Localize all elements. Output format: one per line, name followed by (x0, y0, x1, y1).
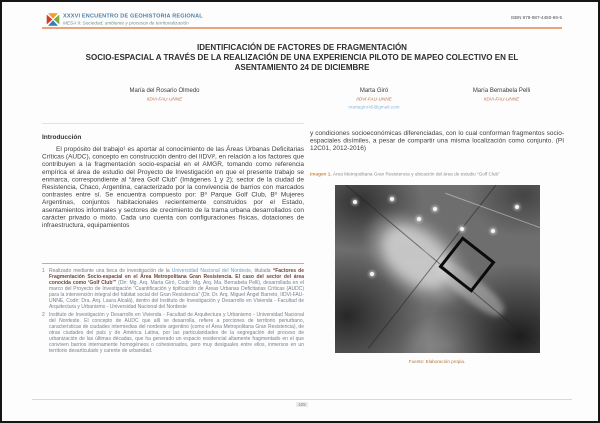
figure-caption-label: Imagen 1. (310, 171, 332, 177)
footnote-text (49, 268, 304, 310)
figure-caption (310, 171, 564, 179)
author-block-3 (439, 88, 564, 102)
figure-caption-text: Área Metropolitana Gran Resistencia y ubicación del área de estudio “Golf Club” (331, 171, 500, 177)
footnotes-list (42, 268, 304, 354)
satellite-image (335, 185, 540, 353)
footnote-segment: Instituto de Investigación y Desarrollo en Vivienda - Facultad de Arquitectura y Urbanismo - Universidad Nacional del Nordeste. El concepto de AUDC que allí se desarrolla, refiere a porciones de territorio periurbano, características de ciudades intermedias del nordeste argentino (como el Área Metropolitana Gran Resistencia), de otras ciudades del país y de América Latina, por las particularidades de la segregación del proceso de urbanización de las últimas décadas, que ha generado un espacio residencial altamente fragmentado en el que conviven barrios internamente homogéneos o cohesionados, pero muy desiguales entre ellos, inmersos en un territorio desarticulado y carente de urbanidad. (49, 312, 304, 354)
footer-rule (32, 399, 572, 400)
left-column-rule (42, 123, 304, 124)
author-name: María Bernabela Pelli (472, 88, 531, 94)
map-marker-dot (417, 217, 421, 221)
author-name: Marta Giró (359, 88, 389, 94)
footnote (42, 312, 304, 354)
header-accent-rule (42, 27, 562, 29)
author-affiliation: IIDVi-FAU-UNNE (146, 96, 183, 102)
author-block-2 (289, 88, 459, 110)
article-title (42, 43, 562, 74)
author-email-link[interactable]: martagiro45@gmail.com (348, 104, 400, 110)
right-column-paragraph: y condiciones socioeconómicas diferenciadas, con lo cual conforman fragmentos socio-espaciales disímiles, a pesar de compartir una misma localización como conjunto. (PI 12C01, 2012-2016) (310, 129, 564, 152)
footnote-separator-rule (42, 263, 304, 264)
intro-paragraph: El propósito del trabajo¹ es aportar al conocimiento de las Áreas Urbanas Deficitarias Críticas (AUDC), concepto en construcción dentro del IIDVi², en relación a los factores que contribuyen a la fragmentación socio-espacial en el AMGR, tomando como referencia empírica el área de estudio del Proyecto de Investigación en que el presente trabajo se enmarca, correspondiente al “área Golf Club” (Imágenes 1 y 2); sector de la ciudad de Resistencia, Chaco, Argentina, caracterizado por la convivencia de barrios con marcados contrastes entre sí. Se encuentra compuesto por: Bº Parque Golf Club, Bº Mujeres Argentinas, conjuntos habitacionales recientemente construidos por el Estado, asentamientos informales y sectores de crecimiento de la trama urbana desarrollados con carácter privado o mixto. Cada uno cuenta con configuraciones físicas, dotaciones de infraestructura, equipamientos (42, 145, 304, 229)
header-event-subtitle: MESA 9: Sociedad, ambiente y procesos de territorialización (63, 20, 189, 26)
footnote-segment: Realizado mediante una beca de investigación de la (49, 268, 172, 274)
footnote-link[interactable]: Universidad Nacional del Nordeste (171, 268, 251, 274)
article-title-line: IDENTIFICACIÓN DE FACTORES DE FRAGMENTACIÓN (197, 43, 407, 52)
figure-source: Fuente: Elaboración propia. (408, 359, 466, 364)
footnote-text (49, 312, 304, 354)
footnote-segment: , titulada (250, 268, 273, 274)
article-title-line: ASENTAMIENTO 24 DE DICIEMBRE (234, 63, 370, 73)
footnote-segment: “Factores de Fragmentación Socio-espacial en el Área Metropolitana Gran Resistencia. El caso del sector del área conocida como ‘Golf Club’” (49, 268, 304, 286)
footnote-number: 1 (42, 268, 45, 274)
map-marker-dot (491, 229, 495, 233)
footnote-segment: (Dir: Mg. Arq. Marta Giró, Codir: Mg. Arq. Ma. Bernabela Pelli), desarrollada en el marco del Proyecto de Investigación “Cuantificación y tipificación de Áreas Urbanas Deficitarias Críticas (AUDC) para la intervención integral del hábitat social del Gran Resistencia” (Dir. Dr. Arq. Miguel Ángel Barreto, IIDVi-FAU-UNNE, Codir: Dra. Arq. Laura Alcalá), dentro del Instituto de Investigación y Desarrollo en Vivienda - Facultad de Arquitectura y Urbanismo - Universidad Nacional del Nordeste (49, 280, 305, 310)
footnote-number: 2 (42, 312, 45, 318)
footnotes (42, 268, 304, 396)
isbn-label: ISBN 978-987-4450-69-5 (510, 15, 562, 20)
author-affiliation: IIDVi-FAU-UNNE (356, 96, 392, 102)
conference-logo-icon (46, 12, 60, 27)
author-affiliation: IIDVi-FAU-UNNE (483, 96, 520, 102)
section-heading: Introducción (42, 134, 82, 141)
article-title-line: SOCIO-ESPACIAL A TRAVÉS DE LA REALIZACIÓN DE UNA EXPERIENCIA PILOTO DE MAPEO COLECTIVO EN EL (85, 53, 519, 63)
author-block-1 (57, 88, 272, 102)
author-name: María del Rosario Olmedo (129, 88, 200, 94)
page-number: 425 (298, 402, 306, 407)
header-event-title: XXXVI ENCUENTRO DE GEOHISTORIA REGIONAL (63, 13, 203, 19)
footnote (42, 268, 304, 310)
satellite-place-label (394, 249, 433, 257)
